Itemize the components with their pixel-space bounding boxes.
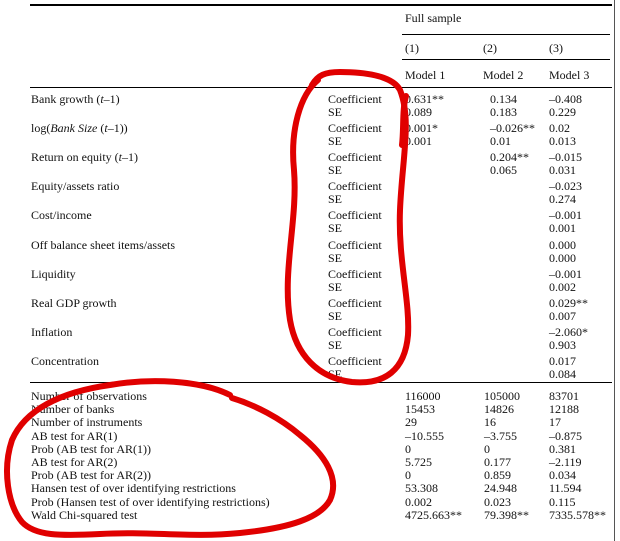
coefficient-value: –0.408	[549, 92, 582, 106]
variable-name: log(Bank Size (t–1))	[31, 121, 128, 135]
se-label: SE	[328, 192, 343, 206]
statistic-name: Number of instruments	[31, 415, 143, 429]
statistic-value: 29	[405, 415, 417, 429]
coefficient-value: 0.001*	[405, 121, 438, 135]
statistic-value: –2.119	[549, 455, 582, 469]
variable-name: Off balance sheet items/assets	[31, 238, 176, 252]
variable-name: Cost/income	[31, 208, 92, 222]
top-rule	[30, 4, 612, 6]
statistic-value: 0.177	[484, 455, 511, 469]
statistic-value: 79.398**	[484, 508, 529, 522]
se-value: 0.002	[549, 280, 576, 294]
se-value: 0.000	[549, 251, 576, 265]
coefficient-value: –0.001	[549, 267, 582, 281]
se-value: 0.031	[549, 163, 576, 177]
col2-num: (2)	[483, 41, 497, 55]
se-label: SE	[328, 251, 343, 265]
coefficient-label: Coefficient	[328, 179, 382, 193]
coefficient-label: Coefficient	[328, 296, 382, 310]
statistic-value: 116000	[405, 389, 441, 403]
coefficient-value: 0.02	[549, 121, 570, 135]
statistic-name: AB test for AR(2)	[31, 455, 118, 469]
se-value: 0.084	[549, 367, 576, 381]
coefficient-value: 0.134	[490, 92, 517, 106]
variable-name: Inflation	[31, 325, 73, 339]
statistic-value: 14826	[484, 402, 514, 416]
coefficient-label: Coefficient	[328, 325, 382, 339]
statistic-name: Prob (AB test for AR(2))	[31, 468, 151, 482]
statistic-name: Number of observations	[31, 389, 147, 403]
variable-name: Concentration	[31, 354, 99, 368]
statistic-value: –3.755	[484, 429, 517, 443]
statistic-name: AB test for AR(1)	[31, 429, 118, 443]
group-label: Full sample	[405, 11, 462, 25]
coefficient-value: –2.060*	[549, 325, 588, 339]
coefficient-label: Coefficient	[328, 354, 382, 368]
col3-model: Model 3	[549, 68, 590, 82]
variable-name: Return on equity (t–1)	[31, 150, 138, 164]
se-value: 0.001	[405, 134, 432, 148]
variable-name: Equity/assets ratio	[31, 179, 120, 193]
statistic-value: 4725.663**	[405, 508, 462, 522]
statistic-value: 7335.578**	[549, 508, 606, 522]
statistic-value: 0.002	[405, 495, 432, 509]
se-value: 0.183	[490, 105, 517, 119]
statistic-value: 0	[405, 468, 411, 482]
se-label: SE	[328, 309, 343, 323]
statistic-value: 5.725	[405, 455, 432, 469]
se-label: SE	[328, 367, 343, 381]
statistic-value: 0.034	[549, 468, 576, 482]
statistic-value: 0.023	[484, 495, 511, 509]
se-value: 0.001	[549, 221, 576, 235]
se-value: 0.903	[549, 338, 576, 352]
col3-num: (3)	[549, 41, 563, 55]
right-edge-line	[614, 0, 615, 541]
variable-name: Real GDP growth	[31, 296, 117, 310]
coefficient-value: 0.029**	[549, 296, 588, 310]
coefficient-label: Coefficient	[328, 150, 382, 164]
se-label: SE	[328, 338, 343, 352]
coefficient-value: –0.015	[549, 150, 582, 164]
coefficient-label: Coefficient	[328, 121, 382, 135]
coefficient-value: 0.000	[549, 238, 576, 252]
statistic-value: 15453	[405, 402, 435, 416]
se-value: 0.089	[405, 105, 432, 119]
statistic-value: 83701	[549, 389, 579, 403]
se-value: 0.065	[490, 163, 517, 177]
statistic-value: 17	[549, 415, 561, 429]
statistic-value: 11.594	[549, 481, 582, 495]
se-label: SE	[328, 221, 343, 235]
coefficient-value: –0.001	[549, 208, 582, 222]
coefficient-value: 0.017	[549, 354, 576, 368]
statistic-value: 12188	[549, 402, 579, 416]
group-rule	[402, 34, 610, 35]
statistic-value: 0.115	[549, 495, 576, 509]
statistic-value: 53.308	[405, 481, 438, 495]
statistic-name: Number of banks	[31, 402, 115, 416]
se-label: SE	[328, 163, 343, 177]
statistic-value: 0.859	[484, 468, 511, 482]
coefficient-value: 0.631**	[405, 92, 444, 106]
statistic-name: Wald Chi-squared test	[31, 508, 138, 522]
statistic-value: 105000	[484, 389, 520, 403]
statistic-value: 24.948	[484, 481, 517, 495]
mid-rule	[30, 382, 612, 383]
se-label: SE	[328, 280, 343, 294]
coefficient-label: Coefficient	[328, 238, 382, 252]
variable-name: Liquidity	[31, 267, 76, 281]
se-value: 0.013	[549, 134, 576, 148]
statistic-value: 16	[484, 415, 496, 429]
statistic-value: 0.381	[549, 442, 576, 456]
coefficient-value: 0.204**	[490, 150, 529, 164]
col1-num: (1)	[405, 41, 419, 55]
se-label: SE	[328, 105, 343, 119]
statistic-value: –10.555	[405, 429, 444, 443]
coefficient-value: –0.023	[549, 179, 582, 193]
header-bottom-rule	[30, 87, 612, 88]
se-label: SE	[328, 134, 343, 148]
statistic-name: Hansen test of over identifying restrictions	[31, 481, 236, 495]
se-value: 0.01	[490, 134, 511, 148]
se-value: 0.007	[549, 309, 576, 323]
col2-model: Model 2	[483, 68, 524, 82]
statistic-value: 0	[405, 442, 411, 456]
coefficient-value: –0.026**	[490, 121, 535, 135]
statistic-value: 0	[484, 442, 490, 456]
coefficient-label: Coefficient	[328, 92, 382, 106]
statistic-name: Prob (Hansen test of over identifying restrictions)	[31, 495, 270, 509]
se-value: 0.274	[549, 192, 576, 206]
coefficient-label: Coefficient	[328, 208, 382, 222]
column-num-rule	[402, 59, 610, 60]
variable-name: Bank growth (t–1)	[31, 92, 120, 106]
col1-model: Model 1	[405, 68, 446, 82]
statistic-name: Prob (AB test for AR(1))	[31, 442, 151, 456]
statistic-value: –0.875	[549, 429, 582, 443]
se-value: 0.229	[549, 105, 576, 119]
coefficient-label: Coefficient	[328, 267, 382, 281]
